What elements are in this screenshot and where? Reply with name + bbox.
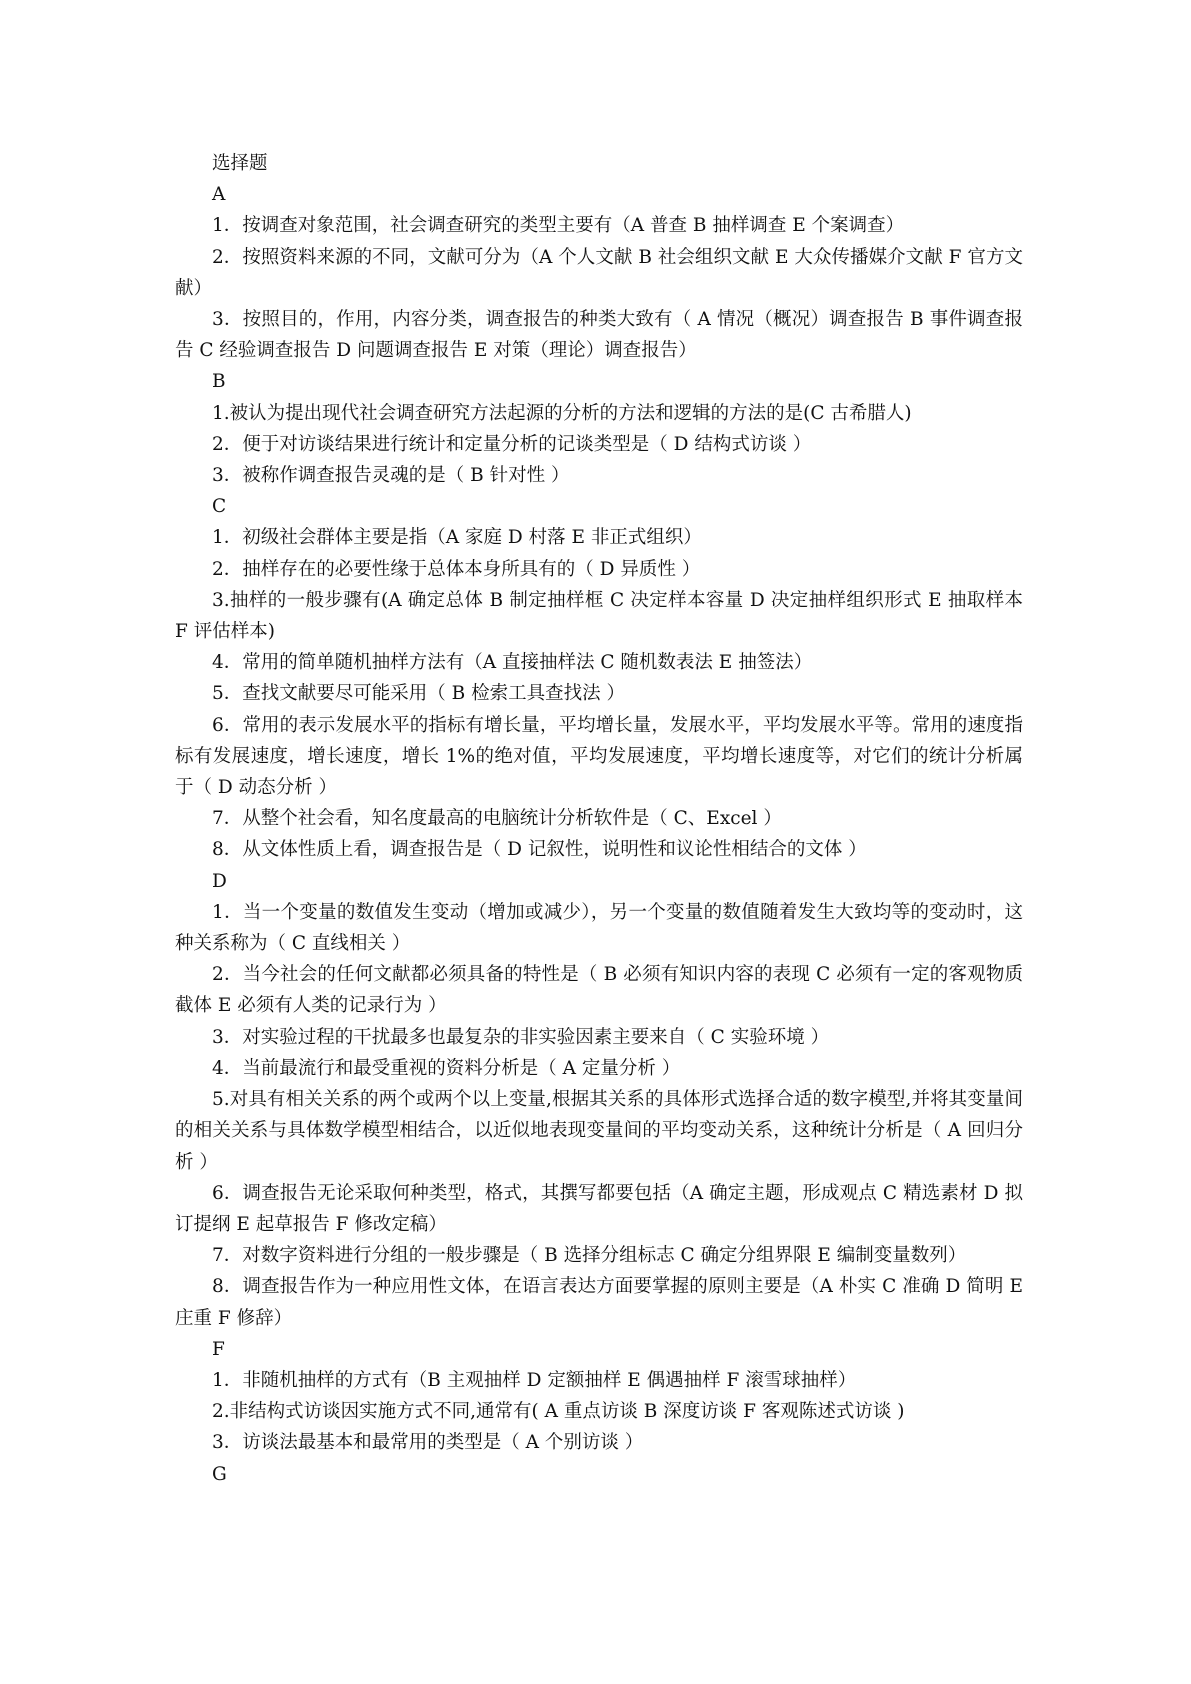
question-d4: 4．当前最流行和最受重视的资料分析是（ A 定量分析 ） <box>212 1057 681 1079</box>
letter-heading-a: A <box>212 184 226 206</box>
question-a1: 1．按调查对象范围，社会调查研究的类型主要有（A 普查 B 抽样调查 E 个案调查） <box>212 215 905 237</box>
question-c5: 5．查找文献要尽可能采用（ B 检索工具查找法 ） <box>212 683 626 705</box>
question-a3: 3．按照目的，作用，内容分类，调查报告的种类大致有（ A 情况（概况）调查报告 B 事件调查报告 C 经验调查报告 D 问题调查报告 E 对策（理论）调查报告） <box>175 309 1023 362</box>
question-d2: 2．当今社会的任何文献都必须具备的特性是（ B 必须有知识内容的表现 C 必须有一定的客观物质截体 E 必须有人类的记录行为 ） <box>175 964 1023 1017</box>
question-d7: 7．对数字资料进行分组的一般步骤是（ B 选择分组标志 C 确定分组界限 E 编制变量数列） <box>212 1245 967 1267</box>
question-c6: 6．常用的表示发展水平的指标有增长量，平均增长量，发展水平，平均发展水平等。常用的速度指标有发展速度，增长速度，增长 1%的绝对值，平均发展速度，平均增长速度等，对它们的统计分析属于（ D 动态分析 ） <box>175 714 1023 799</box>
question-f1: 1．非随机抽样的方式有（B 主观抽样 D 定额抽样 E 偶遇抽样 F 滚雪球抽样） <box>212 1369 857 1391</box>
question-c4: 4．常用的简单随机抽样方法有（A 直接抽样法 C 随机数表法 E 抽签法） <box>212 652 813 674</box>
question-d8: 8．调查报告作为一种应用性文体，在语言表达方面要掌握的原则主要是（A 朴实 C 准确 D 简明 E 庄重 F 修辞） <box>175 1276 1023 1329</box>
question-d6: 6．调查报告无论采取何种类型，格式，其撰写都要包括（A 确定主题，形成观点 C 精选素材 D 拟订提纲 E 起草报告 F 修改定稿） <box>175 1182 1023 1235</box>
question-c3: 3.抽样的一般步骤有(A 确定总体 B 制定抽样框 C 决定样本容量 D 决定抽样组织形式 E 抽取样本 F 评估样本) <box>175 589 1023 643</box>
question-c1: 1．初级社会群体主要是指（A 家庭 D 村落 E 非正式组织） <box>212 527 702 549</box>
letter-heading-g: G <box>212 1463 227 1485</box>
document-body <box>175 148 1023 1490</box>
letter-heading-c: C <box>212 496 227 518</box>
question-a2: 2．按照资料来源的不同，文献可分为（A 个人文献 B 社会组织文献 E 大众传播媒介文献 F 官方文献） <box>175 246 1023 299</box>
section-heading: 选择题 <box>212 153 268 174</box>
question-f3: 3．访谈法最基本和最常用的类型是（ A 个别访谈 ） <box>212 1432 644 1454</box>
question-f2: 2.非结构式访谈因实施方式不同,通常有( A 重点访谈 B 深度访谈 F 客观陈述式访谈 ) <box>212 1401 905 1423</box>
question-b1: 1.被认为提出现代社会调查研究方法起源的分析的方法和逻辑的方法的是(C 古希腊人) <box>212 402 912 424</box>
letter-heading-d: D <box>212 870 227 892</box>
question-d3: 3．对实验过程的干扰最多也最复杂的非实验因素主要来自（ C 实验环境 ） <box>212 1026 830 1048</box>
question-b2: 2．便于对访谈结果进行统计和定量分析的记谈类型是（ D 结构式访谈 ） <box>212 433 812 455</box>
question-d5: 5.对具有相关关系的两个或两个以上变量,根据其关系的具体形式选择合适的数字模型,并将其变量间的相关关系与具体数学模型相结合，以近似地表现变量间的平均变动关系，这种统计分析是（ A 回归分析 ） <box>175 1089 1023 1173</box>
letter-heading-f: F <box>212 1338 225 1360</box>
question-b3: 3．被称作调查报告灵魂的是（ B 针对性 ） <box>212 465 570 487</box>
letter-heading-b: B <box>212 371 226 393</box>
question-c8: 8．从文体性质上看，调查报告是（ D 记叙性，说明性和议论性相结合的文体 ） <box>212 839 867 861</box>
question-d1: 1．当一个变量的数值发生变动（增加或减少），另一个变量的数值随着发生大致均等的变动时，这种关系称为（ C 直线相关 ） <box>175 901 1023 955</box>
question-c2: 2．抽样存在的必要性缘于总体本身所具有的（ D 异质性 ） <box>212 558 701 580</box>
question-c7: 7．从整个社会看，知名度最高的电脑统计分析软件是（ C、Excel ） <box>212 808 782 830</box>
